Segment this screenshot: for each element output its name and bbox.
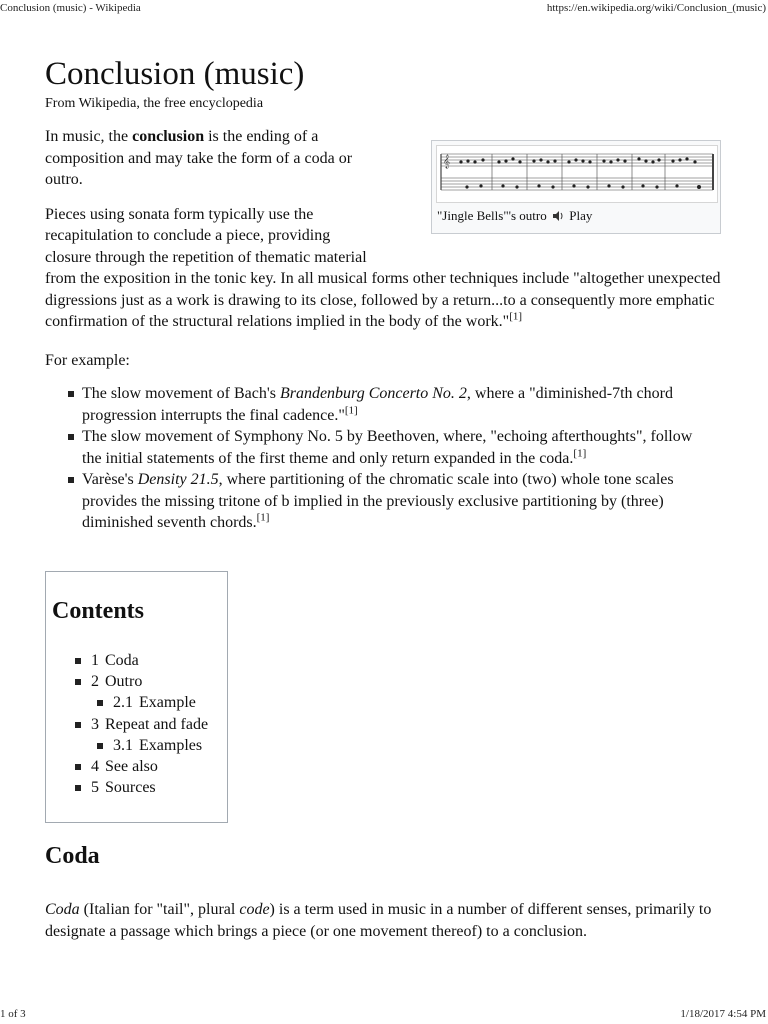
toc-item-see-also[interactable]: 4 See also [91, 756, 208, 777]
article-title: Conclusion (music) [45, 56, 305, 92]
work-title[interactable]: Brandenburg Concerto No. 2 [279, 385, 467, 402]
sheet-music-image[interactable] [436, 145, 718, 203]
reference-link[interactable]: [1] [256, 511, 270, 524]
toc-item-coda[interactable]: 1 Coda [91, 650, 208, 671]
print-url[interactable]: https://en.wikipedia.org/wiki/Conclusion_(music) [546, 2, 766, 14]
page-count: 1 of 3 [0, 1008, 26, 1020]
toc-item-examples[interactable]: 3.1 Examples [91, 735, 208, 756]
svg-text:𝄞: 𝄞 [443, 154, 451, 168]
intro-paragraph: In music, the conclusion is the ending of a composition and may take the form of a coda or outro. [45, 128, 353, 188]
speaker-icon[interactable] [553, 209, 564, 225]
reference-link[interactable]: [1] [509, 310, 523, 323]
toc-item-sources[interactable]: 5 Sources [91, 777, 208, 798]
reference-link[interactable]: [1] [573, 447, 587, 460]
coda-term: Coda [45, 901, 80, 918]
print-datetime: 1/18/2017 4:54 PM [680, 1008, 766, 1020]
article-tagline: From Wikipedia, the free encyclopedia [45, 96, 264, 111]
conclusion-term: conclusion [132, 128, 205, 145]
print-page-title: Conclusion (music) - Wikipedia [0, 2, 141, 14]
play-link[interactable]: Play [569, 208, 593, 223]
examples-list [45, 383, 725, 534]
article-content [45, 54, 725, 940]
toc-item-example[interactable]: 2.1 Example [91, 692, 208, 713]
print-header [0, 2, 768, 16]
sonata-paragraph: Pieces using sonata form typically use the recapitulation to conclude a piece, providing closure through the repetition of thematic material from the exposition in the tonic key. In all musical forms other techniques include "altogether unexpected digressions just as a work is drawing to its close, followed by a return...to a consequently more emphatic confirmation of the structural relations implied in the body of the work."[1] [45, 205, 721, 330]
list-item: Varèse's Density 21.5, where partitioning of the chromatic scale into (two) whole tone scales provides the missing tritone of b implied in the previously exclusive partitioning by (three) diminished seventh chords.[1] [82, 469, 725, 534]
coda-paragraph: Coda (Italian for "tail", plural code) is a term used in music in a number of different senses, primarily to designate a passage which brings a piece (or one movement thereof) to a conclusion. [45, 901, 712, 940]
table-of-contents [45, 571, 228, 823]
coda-heading: Coda [45, 843, 100, 869]
toc-list [91, 650, 208, 798]
toc-title: Contents [52, 598, 145, 624]
list-item: The slow movement of Symphony No. 5 by Beethoven, where, "echoing afterthoughts", follow the initial statements of the first theme and only return expanded in the coda.[1] [82, 426, 725, 469]
music-figure [431, 140, 721, 234]
toc-item-repeat-and-fade[interactable]: 3 Repeat and fade [91, 714, 208, 735]
print-footer [0, 1008, 768, 1022]
for-example-text: For example: [45, 351, 130, 369]
list-item: The slow movement of Bach's Brandenburg Concerto No. 2, where a "diminished-7th chord progression interrupts the final cadence."[1] [82, 383, 725, 426]
work-title[interactable]: Density 21.5 [137, 471, 219, 488]
figure-caption-text: "Jingle Bells"'s outro [437, 208, 547, 223]
reference-link[interactable]: [1] [344, 404, 358, 417]
figure-caption [437, 208, 592, 225]
toc-item-outro[interactable]: 2 Outro [91, 671, 208, 692]
coda-plural: code [239, 901, 270, 918]
sheet-music-icon [437, 146, 717, 202]
